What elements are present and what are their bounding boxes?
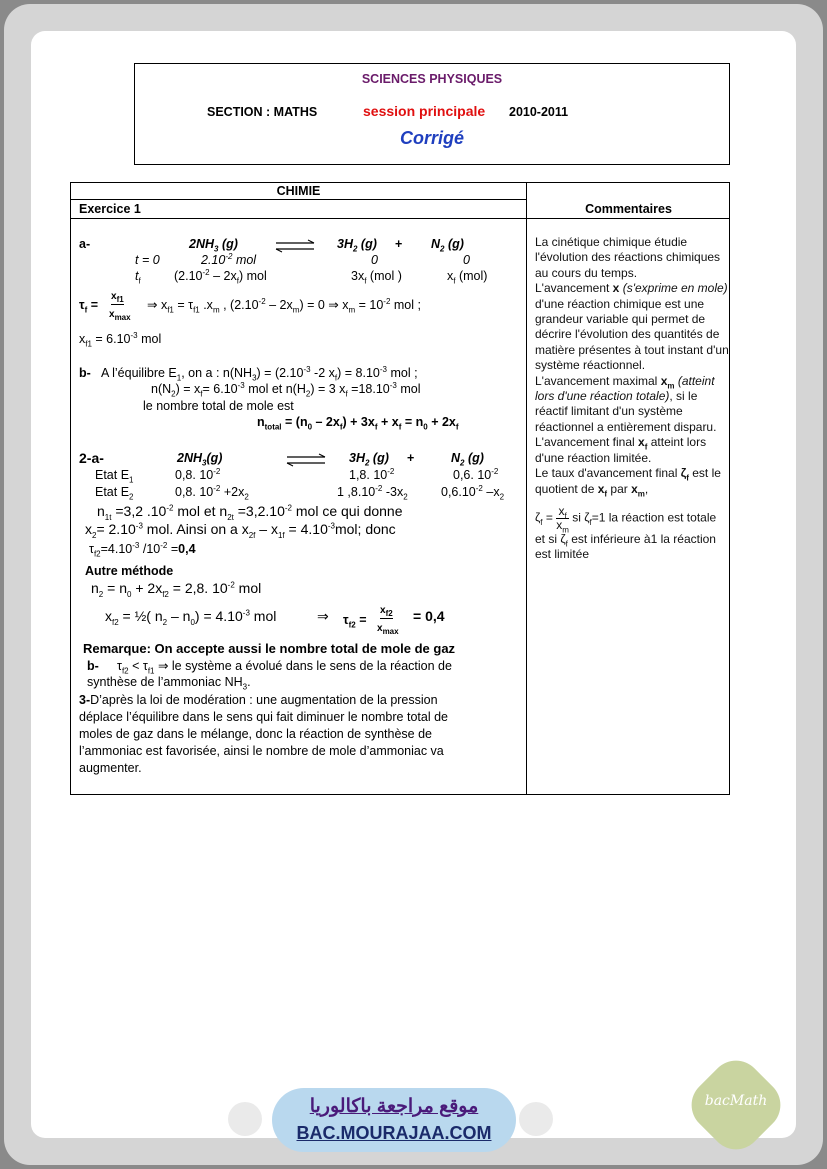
comparison-tau: $\tau_{f2} < \tau_{f1}$ ⇒ le système a évolué dans le sens de la réaction de	[117, 659, 452, 676]
corrige-title: Corrigé	[399, 128, 464, 148]
xf1-derivation: ⇒ $x_{f1} = \tau_{f1}$ $.x_m$ , $(2.10^{-2} - 2x_m) = 0$ ⇒ $x_m = 10^{-2}$ mol ;	[147, 296, 421, 315]
n2-formula: $n_2 = n_0 + 2x_{f2} = 2,8$. $10^{-2}$ mol	[91, 580, 262, 599]
comment-rate: Le taux d'avancement final $\zeta_f$ est le quotient de $x_f$ par $x_m$,	[535, 466, 721, 498]
tf-n2: $x_f$ (mol)	[447, 269, 488, 286]
equilibrium-arrow-icon	[274, 239, 316, 253]
autre-methode-label: Autre méthode	[85, 564, 174, 578]
question-2b-label: b-	[87, 659, 99, 673]
plus-sign: +	[395, 237, 403, 251]
product-h2: $3H_2$ (g)	[337, 237, 377, 254]
bacmath-logo-text: bacMath	[704, 1093, 768, 1109]
t0-n2: 0	[463, 253, 470, 267]
site-url[interactable]: BAC.MOURAJAA.COM	[296, 1123, 492, 1143]
remarque: Remarque: On accepte aussi le nombre total de mole de gaz	[83, 641, 456, 656]
section-label: SECTION : MATHS	[207, 105, 318, 119]
synthesis-ammonia: synthèse de l’ammoniac $NH_3$.	[87, 675, 251, 692]
question-2a-label: 2-a-	[79, 450, 104, 466]
question-a-label: a-	[79, 237, 91, 251]
reactant-nh3: $2NH_3(g)$	[177, 451, 223, 468]
tf-nh3: $(2.10^{-2} - 2x_f)$ mol	[174, 267, 267, 286]
e2-nh3: 0,8. $10^{-2} +2x_2$	[175, 483, 249, 502]
x2-result: $x_2= 2.10^{-3}$ mol. Ainsi on a $x_{2f} - x_{1f} = 4.10^{-3}mol$; donc	[85, 521, 396, 540]
total-moles-formula: $n_{total} = (n_0 - 2x_f) + 3x_f + x_f = n_0 + 2x_f$	[257, 415, 459, 432]
comment-kinetics: La cinétique chimique étudie l'évolution des réactions chimiques au cours du temps.	[535, 235, 721, 280]
e2-h2: 1 $,8.10^{-2}$ $-3x_2$	[337, 483, 408, 502]
tau-f1-formula: $\tau_f$ =	[79, 298, 99, 315]
comments-heading: Commentaires	[585, 202, 672, 216]
comment-rate-formula: $\zeta_f$ = $\frac{x_f}{x_m}$ si $\zeta_f=1$ la réaction est totale et si $\zeta_f$ est inférieure à1 la réaction est limitée	[535, 503, 717, 562]
comment-final-advancement: L'avancement final $x_f$ atteint lors d'une réaction limitée.	[535, 435, 707, 465]
tau-f2-result: $\tau_{f2}=4.10^{-3}$ $/10^{-2} =0,4$	[89, 540, 196, 559]
reactant-nh3: $2NH_3$ (g)	[189, 237, 238, 254]
tau-f2-symbol: $\tau_{f2}$ =	[343, 613, 367, 630]
fraction-den: $x_{max}$	[377, 623, 399, 636]
row-divider	[71, 199, 526, 200]
total-moles-intro: le nombre total de mole est	[143, 399, 294, 413]
product-h2: $3H_2$ (g)	[349, 451, 389, 468]
equilibrium-nh3: A l’équilibre $E_1$, on a : $n(NH_3) = (2.10^{-3}$ -2 $x_f) = 8.10^{-3}$ mol ;	[101, 364, 418, 383]
comment-advancement: L'avancement x (s'exprime en mole) d'une réaction chimique est une grandeur variable qui permet de décrire l'évolution des quantités de matière présentes à tout instant d'un système réactionnel.	[535, 281, 729, 373]
product-n2: $N_2$ (g)	[451, 451, 484, 468]
comments-column	[535, 235, 729, 563]
row-divider	[71, 218, 729, 219]
site-logo-icon	[519, 1102, 553, 1136]
exam-header	[134, 63, 730, 165]
equilibrium-n2-h2: $n(N_2) = x_f= 6.10^{-3}$ mol et $n(H_2) = 3$ $x_f =18.10^{-3}$ mol	[151, 380, 421, 399]
column-divider	[526, 183, 527, 794]
n-total-states: $n_{1t} =3,2$ $.10^{-2}$ mol et $n_{2t} =3,2.10^{-2}$ mol ce qui donne	[97, 503, 403, 522]
t0-h2: 0	[371, 253, 378, 267]
subject-title: SCIENCES PHYSIQUES	[361, 72, 503, 86]
fraction-num: $x_{f1}$	[111, 291, 124, 304]
solution-table	[70, 182, 730, 795]
row-t0: t = 0	[135, 253, 160, 267]
state-e2: Etat $E_2$	[95, 485, 134, 502]
e1-h2: 1,8. $10^{-2}$	[349, 466, 395, 482]
e1-nh3: 0,8. $10^{-2}$	[175, 466, 221, 482]
plus-sign: +	[407, 451, 415, 465]
product-n2: $N_2$ (g)	[431, 237, 464, 254]
state-e1: Etat $E_1$	[95, 468, 134, 485]
site-logo-icon	[228, 1102, 262, 1136]
comment-max-advancement: L'avancement maximal $x_m$ (atteint lors d'une réaction totale), si le réactif limitant d'un système réactionnel a entièrement disparu.	[535, 373, 717, 434]
chimie-heading: CHIMIE	[276, 184, 321, 198]
tau-f2-value: = 0,4	[413, 608, 445, 624]
implies-icon: ⇒	[317, 608, 329, 624]
site-arabic-name[interactable]: موقع مراجعة باكالوريا	[309, 1096, 479, 1117]
row-tf: $t_f$	[135, 269, 141, 286]
e2-n2: $0,6.10^{-2}$ $-x_2$	[441, 483, 505, 502]
tf-h2: $3x_f$ (mol )	[351, 269, 402, 286]
exercise-heading: Exercice 1	[79, 202, 141, 216]
question-b-label: b-	[79, 366, 91, 380]
xf1-value: $x_{f1} = 6.10^{-3}$ mol	[79, 330, 162, 349]
session-label: session principale	[363, 103, 486, 119]
e1-n2: 0,6. $10^{-2}$	[453, 466, 499, 482]
equilibrium-arrow-icon	[285, 453, 327, 467]
t0-nh3: $2.10^{-2}$ mol	[201, 251, 257, 267]
site-banner[interactable]	[272, 1088, 516, 1152]
question-3-text: 3-D’après la loi de modération : une augmentation de la pression déplace l’équilibre dans le sens qui fait diminuer le nombre total de moles de gaz dans le mélange, donc la réaction de synthèse de l’ammoniac est favorisée, ainsi le nombre de mole d’ammoniac va augmenter.	[79, 693, 448, 775]
xf2-formula: $x_{f2}$ = ½( $n_2 - n_0) = 4.10^{-3}$ mol	[105, 608, 277, 627]
fraction-den: $x_{max}$	[109, 309, 131, 322]
year-label: 2010-2011	[509, 105, 569, 119]
fraction-num: $x_{f2}$	[380, 605, 393, 618]
